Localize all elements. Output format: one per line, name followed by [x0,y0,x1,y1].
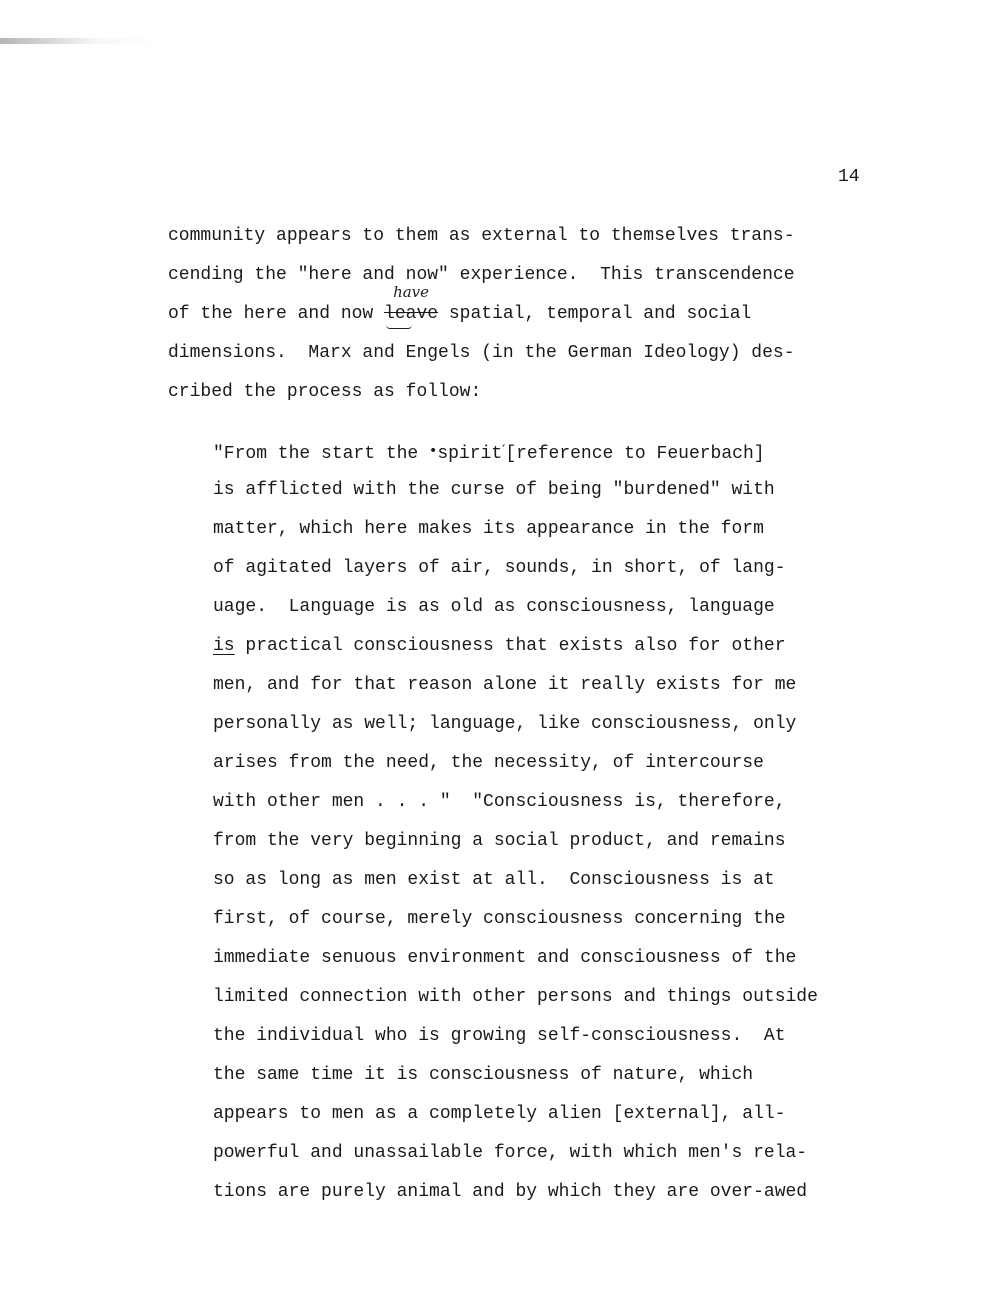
quote-line: tions are purely animal and by which they are over-awed [213,1182,808,1202]
quote-line: with other men . . . " "Consciousness is, therefore, [213,792,786,812]
text-segment: practical consciousness that exists also for other [234,636,786,656]
page-number: 14 [838,167,860,187]
quote-line: powerful and unassailable force, with which men's rela- [213,1143,808,1163]
text-segment: of the here and now [168,304,385,324]
struck-text: leave [384,304,439,324]
text-line: community appears to them as external to themselves trans- [168,226,795,246]
text-line [168,283,752,325]
text-segment: spirit [437,444,503,464]
handwritten-correction: have [393,283,430,301]
quote-line: limited connection with other persons and things outside [213,987,818,1007]
text-line: cribed the process as follow: [168,382,482,402]
quote-line: appears to men as a completely alien [external], all- [213,1104,786,1124]
quote-line: personally as well; language, like consciousness, only [213,714,797,734]
quote-line: arises from the need, the necessity, of intercourse [213,753,764,773]
quote-line [213,635,786,657]
quote-line: is afflicted with the curse of being "burdened" with [213,480,775,500]
insertion-caret [386,325,412,329]
quote-line: so as long as men exist at all. Consciousness is at [213,870,775,890]
quote-line: from the very beginning a social product, and remains [213,831,786,851]
quote-line: first, of course, merely consciousness concerning the [213,909,786,929]
text-segment: "From the start the [213,444,430,464]
quote-line: matter, which here makes its appearance in the form [213,519,764,539]
text-segment: [reference to Feuerbach] [505,444,765,464]
text-line: dimensions. Marx and Engels (in the German Ideology) des- [168,343,795,363]
scan-artifact [0,38,160,44]
text-line: cending the "here and now" experience. This transcendence [168,265,795,285]
handwritten-open-quote-mark: • [429,443,438,459]
quote-line: immediate senuous environment and consciousness of the [213,948,797,968]
quote-line: the individual who is growing self-consciousness. At [213,1026,786,1046]
quote-line: men, and for that reason alone it really exists for me [213,675,797,695]
quote-line: of agitated layers of air, sounds, in short, of lang- [213,558,786,578]
quote-line [213,440,765,465]
handwritten-close-quote-mark: ′ [502,443,506,459]
struck-word [384,283,439,324]
quote-line: uage. Language is as old as consciousness, language [213,597,775,617]
text-segment: spatial, temporal and social [438,304,752,324]
underlined-word: is [213,636,235,656]
quote-line: the same time it is consciousness of nature, which [213,1065,754,1085]
